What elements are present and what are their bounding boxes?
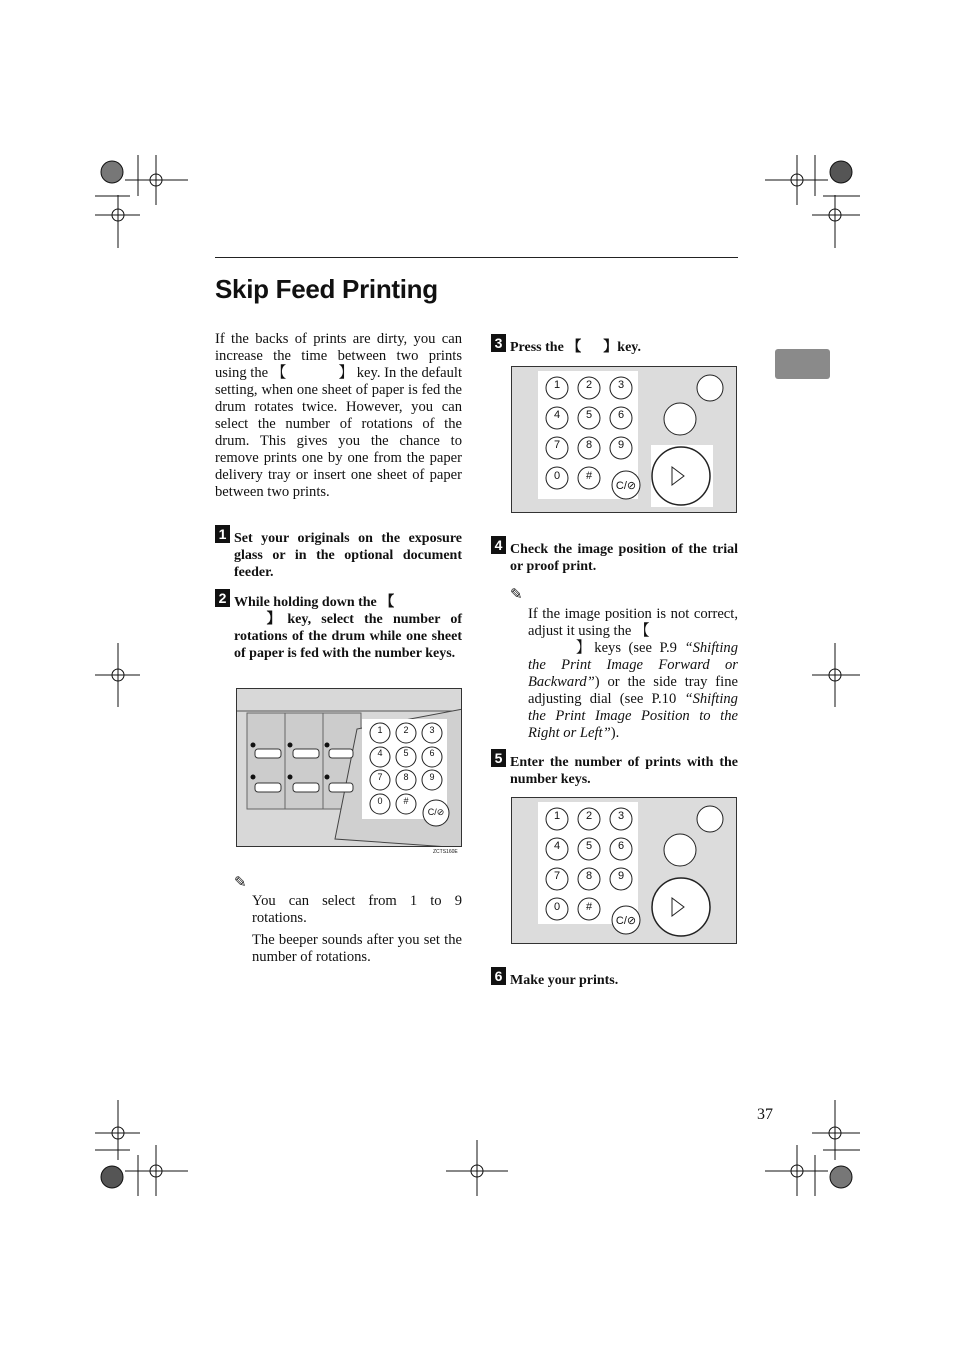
svg-text:4: 4 — [553, 409, 561, 421]
svg-text:6: 6 — [429, 748, 435, 758]
svg-text:1: 1 — [377, 725, 383, 735]
svg-text:7: 7 — [553, 439, 561, 451]
svg-text:2: 2 — [585, 810, 593, 822]
page-title: Skip Feed Printing — [215, 274, 438, 304]
step-text: Make your prints. — [510, 973, 619, 988]
svg-text:0: 0 — [553, 901, 561, 913]
svg-text:7: 7 — [553, 870, 561, 882]
svg-text:3: 3 — [617, 810, 625, 822]
svg-text:9: 9 — [429, 772, 435, 782]
chapter-tab — [775, 349, 830, 379]
header-rule — [215, 257, 738, 258]
svg-text:3: 3 — [617, 379, 625, 391]
svg-text:9: 9 — [617, 870, 625, 882]
svg-text:9: 9 — [617, 439, 625, 451]
intro-paragraph: If the backs of prints are dirty, you can increase the time between two prints using the 【 】 key. In the default setting, when one sheet of paper is fed the drum rotates twice. However, you can select the number of rotations of the drum. This gives you the chance to remove prints one by one from the paper delivery tray or insert one sheet of paper between two prints. — [215, 331, 462, 500]
page-number: 37 — [757, 1106, 773, 1123]
pencil-note-icon: ✎ — [234, 875, 247, 891]
svg-text:6: 6 — [617, 409, 625, 421]
svg-text:8: 8 — [585, 439, 593, 451]
svg-text:1: 1 — [553, 379, 561, 391]
note-text: You can select from 1 to 9 rotations. — [252, 893, 462, 926]
svg-text:0: 0 — [553, 470, 561, 482]
svg-text:C/⊘: C/⊘ — [615, 915, 637, 927]
step-text: Enter the number of prints with the number keys. — [510, 755, 738, 787]
svg-text:6: 6 — [617, 840, 625, 852]
svg-text:2: 2 — [403, 725, 409, 735]
svg-text:#: # — [585, 901, 593, 913]
svg-text:0: 0 — [377, 796, 383, 806]
step-number: 6 — [491, 967, 506, 985]
step-text: Press the 【 】key. — [510, 340, 642, 355]
step-text: Set your originals on the exposure glass or in the optional document feeder. — [234, 531, 462, 580]
pencil-note-icon: ✎ — [510, 587, 523, 603]
svg-text:7: 7 — [377, 772, 383, 782]
step-number: 2 — [215, 589, 230, 607]
step-text: While holding down the 【 】key, select the number of rotations of the drum while one sheet of paper is fed with the number keys. — [234, 595, 463, 661]
svg-text:8: 8 — [403, 772, 409, 782]
svg-text:8: 8 — [585, 870, 593, 882]
svg-text:3: 3 — [429, 725, 435, 735]
control-panel-illustration — [236, 688, 462, 847]
keypad-panel-illustration — [511, 797, 737, 944]
note-text: The beeper sounds after you set the number of rotations. — [252, 932, 462, 965]
keypad-panel-illustration — [511, 366, 737, 513]
svg-text:5: 5 — [585, 840, 593, 852]
svg-text:C/⊘: C/⊘ — [615, 480, 637, 492]
svg-text:#: # — [585, 470, 593, 482]
svg-text:#: # — [403, 796, 409, 806]
svg-text:5: 5 — [403, 748, 409, 758]
note-text: If the image position is not correct, adjust it using the 【 】keys (see P.9 “Shifting the Print Image Forward or Backward”) or the side tray fine adjusting dial (see P.10 “Shifting the Print Image Position to the Right or Left”). — [528, 606, 738, 741]
svg-text:4: 4 — [553, 840, 561, 852]
svg-text:5: 5 — [585, 409, 593, 421]
step-number: 1 — [215, 525, 230, 543]
illustration-code: ZCTS160E — [433, 849, 458, 855]
step-text: Check the image position of the trial or proof print. — [510, 542, 738, 574]
step-number: 5 — [491, 749, 506, 767]
svg-text:1: 1 — [553, 810, 561, 822]
svg-text:4: 4 — [377, 748, 383, 758]
svg-text:C/⊘: C/⊘ — [427, 807, 445, 817]
step-number: 4 — [491, 536, 506, 554]
svg-text:2: 2 — [585, 379, 593, 391]
step-number: 3 — [491, 334, 506, 352]
